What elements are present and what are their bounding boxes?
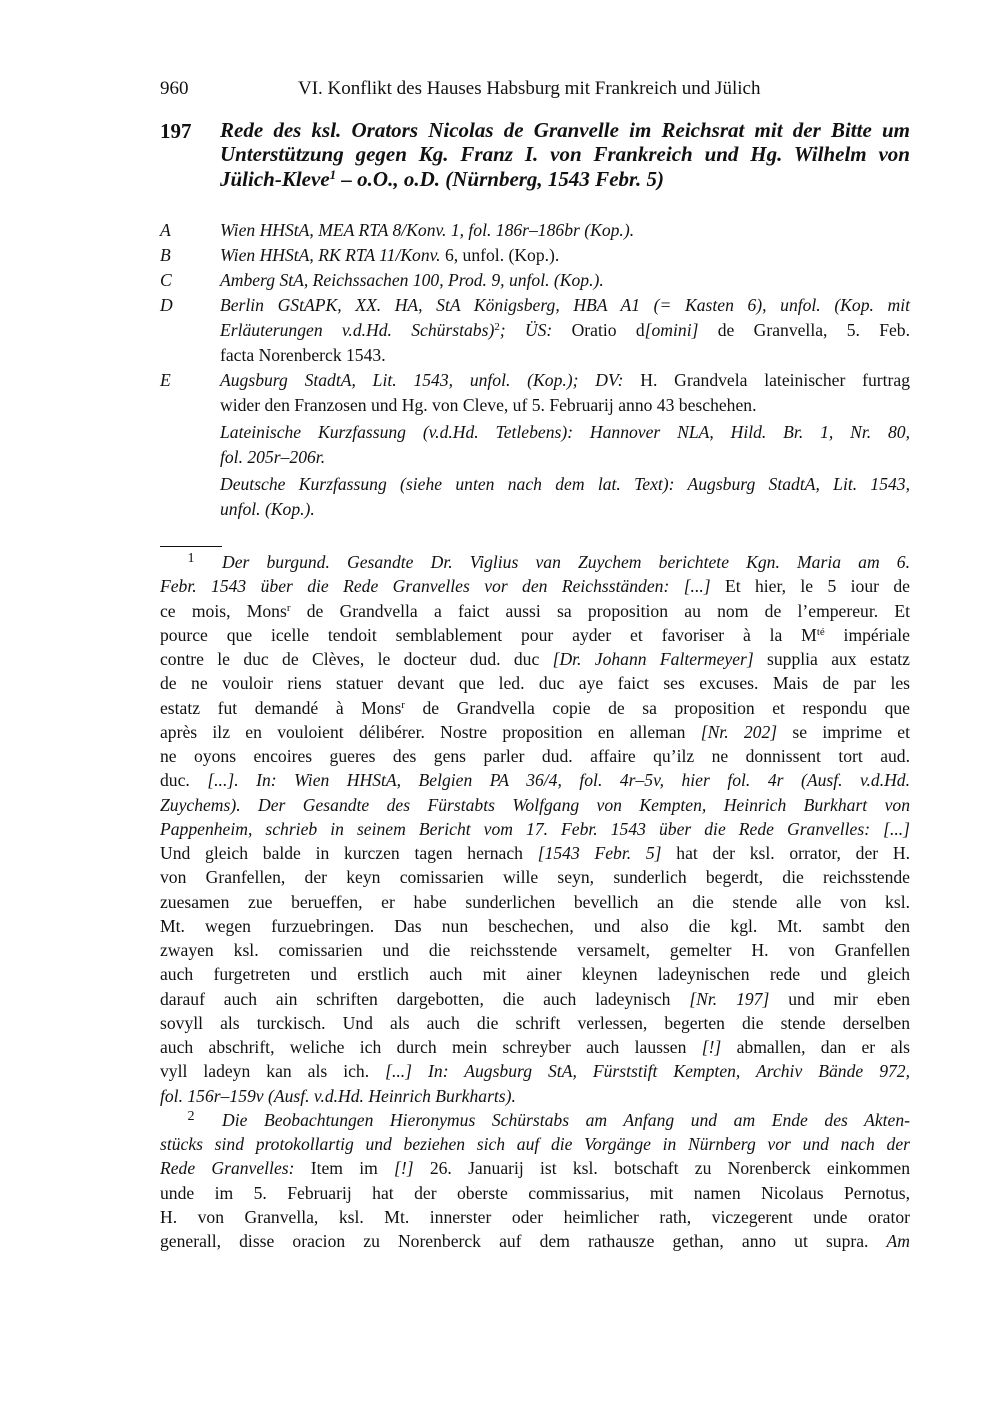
- text-line: [160, 1059, 910, 1083]
- text-line: [160, 1205, 910, 1229]
- text-line: [160, 890, 910, 914]
- text: Item im: [294, 1158, 395, 1179]
- text-line: [220, 293, 910, 318]
- text: ne oyons encoires gueres des gens parler dud. affaire qu’ilz ne donnissent tort aud.: [160, 746, 910, 766]
- source-label: D: [160, 295, 173, 315]
- text: de Granvella, 5. Feb.: [698, 320, 910, 340]
- text: supplia aux estatz: [753, 649, 910, 669]
- text-line: [220, 393, 910, 418]
- text-line: [160, 720, 910, 744]
- text: Mt. wegen furzuebringen. Das nun beschechen, und also die kgl. Mt. sambt den: [160, 915, 910, 936]
- text: zuesamen zue berueffen, er habe sunderlichen bevellich an die stende alle von ksl.: [160, 891, 910, 912]
- text-line: [220, 368, 910, 393]
- footnote-number: 2: [187, 1107, 195, 1124]
- italic-text: Wien HHStA, MEA RTA 8/Konv. 1, fol. 186r–186br (Kop.).: [220, 220, 635, 240]
- text-line: [160, 696, 910, 720]
- text-line: [160, 914, 910, 938]
- text-line: [160, 1181, 910, 1205]
- text-line: [220, 118, 910, 142]
- text: unde im 5. Februarij hat der oberste commissarius, mit namen Nicolaus Pernotus,: [160, 1182, 910, 1203]
- text-line: [220, 167, 910, 191]
- running-header: [160, 78, 910, 108]
- italic-text: Pappenheim, schrieb in seinem Bericht vom 17. Febr. 1543 über die Rede Granvelles: [...]: [160, 818, 910, 839]
- text: Et hier, le 5 iour de: [710, 576, 910, 597]
- text: de ne vouloir riens statuer devant que led. duc aye faict ses excuses. Mais de par les: [160, 673, 910, 694]
- source-entry: [160, 293, 910, 368]
- document-entry-heading: [160, 118, 910, 191]
- text: Und gleich balde in kurczen tagen hernach: [160, 843, 538, 863]
- text-line: [220, 420, 910, 445]
- italic-text: Der burgund. Gesandte Dr. Viglius van Zuychem berichtete Kgn. Maria am 6.: [222, 552, 910, 572]
- italic-text: fol. 156r–159v (Ausf. v.d.Hd. Heinrich Burkharts).: [160, 1085, 516, 1106]
- text-line: [220, 268, 910, 293]
- italic-text: fol. 205r–206r.: [220, 447, 326, 467]
- text: de Grandvella a faict aussi sa proposition au nom de l’empereur. Et: [290, 600, 910, 621]
- text-line: [220, 243, 910, 268]
- footnote-divider: [160, 546, 222, 547]
- italic-text: Febr. 1543 über die Rede Granvelles vor den Reichsständen: [...]: [160, 576, 711, 597]
- entry-number: 197: [160, 119, 192, 143]
- text-line: [220, 218, 910, 243]
- text-line: [160, 1132, 910, 1156]
- footnote-number: 1: [187, 550, 195, 566]
- text: impériale: [824, 624, 910, 645]
- text: estatz fut demandé à Mons: [160, 697, 402, 718]
- footnote-1: [160, 550, 910, 1108]
- footnotes: [160, 550, 910, 1253]
- page-number: 960: [160, 78, 189, 99]
- source-label: A: [160, 220, 171, 240]
- source-label: E: [160, 370, 171, 390]
- text: sovyll als turckisch. Und als auch die schrift verlessen, begerten die stende derselben: [160, 1012, 910, 1033]
- source-entry: [160, 368, 910, 522]
- italic-text: Unterstützung gegen Kg. Franz I. von Frankreich und Hg. Wilhelm von: [220, 142, 910, 167]
- italic-text: Berlin GStAPK, XX. HA, StA Königsberg, HBA A1 (= Kasten 6), unfol. (Kop. mit: [220, 295, 910, 315]
- superscript: té: [816, 625, 825, 638]
- text-line: [160, 793, 910, 817]
- text: H. von Granvella, ksl. Mt. innerster oder heimlicher rath, viczegerent unde orator: [160, 1206, 910, 1227]
- text: generall, disse oracion zu Norenberck auf dem rathausze gethan, anno ut supra.: [160, 1231, 887, 1251]
- text-line: [160, 962, 910, 986]
- italic-text: [...] In: Augsburg StA, Fürststift Kempten, Archiv Bände 972,: [385, 1061, 910, 1082]
- text-line: [220, 142, 910, 166]
- text: se imprime et: [777, 721, 910, 742]
- source-list: [160, 218, 910, 522]
- text: abmallen, dan er als: [721, 1037, 910, 1057]
- text: auch furgetreten und erstlich auch mit ainer kleynen ladeynischen rede und gleich: [160, 964, 910, 985]
- italic-text: Augsburg StadtA, Lit. 1543, unfol. (Kop.); DV:: [220, 370, 624, 390]
- text: darauf auch ain schriften dargebotten, die auch ladeynisch: [160, 988, 690, 1009]
- italic-text: Rede Granvelles:: [160, 1158, 295, 1179]
- entry-title: [220, 118, 910, 191]
- text-line: [160, 817, 910, 841]
- text-line: [220, 445, 910, 470]
- superscript: r: [286, 601, 291, 614]
- text: après ilz en vouloient délibérer. Nostre proposition en alleman: [160, 721, 701, 742]
- text-line: [160, 647, 910, 671]
- text-line: [160, 865, 910, 889]
- text-line: [160, 987, 910, 1011]
- italic-text: Jülich-Kleve: [220, 166, 330, 191]
- text: H. Grandvela lateinischer furtrag: [623, 370, 910, 390]
- source-label: C: [160, 270, 172, 290]
- text-line: [160, 1011, 910, 1035]
- text-line: [222, 1108, 910, 1132]
- text-line: [160, 744, 910, 768]
- text: pource que icelle tendoit semblablement pour ayder et favoriser à la M: [160, 624, 817, 645]
- text-line: [220, 343, 910, 368]
- source-label: B: [160, 245, 171, 265]
- italic-text: Erläuterungen v.d.Hd. Schürstabs): [220, 320, 495, 340]
- source-entry: [160, 218, 910, 243]
- text: von Granfellen, der keyn comissarien wille seyn, sunderlich begerdt, die reichsstende: [160, 867, 910, 888]
- text-line: [220, 497, 910, 522]
- text: zwayen ksl. comissarien und die reichsstende versamelt, gemelter H. von Granfellen: [160, 940, 910, 960]
- text: hat der ksl. orrator, der H.: [661, 843, 910, 863]
- text-line: [222, 550, 910, 574]
- italic-text: [!]: [394, 1158, 414, 1179]
- text: ce mois, Mons: [160, 600, 287, 621]
- text: de Grandvella copie de sa proposition et respondu que: [404, 697, 910, 718]
- italic-text: Rede des ksl. Orators Nicolas de Granvelle im Reichsrat mit der Bitte um: [220, 118, 910, 142]
- text-line: [220, 318, 910, 343]
- italic-text: [...]. In: Wien HHStA, Belgien PA 36/4, fol. 4r–5v, hier fol. 4r (Ausf. v.d.Hd.: [207, 770, 910, 791]
- text: vyll ladeyn kan als ich.: [160, 1061, 386, 1082]
- text-line: [160, 599, 910, 623]
- text: und mir eben: [769, 988, 910, 1009]
- text-line: [160, 938, 910, 962]
- italic-text: [Nr. 197]: [689, 988, 770, 1009]
- source-entry: [160, 268, 910, 293]
- footnote-2: [160, 1108, 910, 1254]
- italic-text: Amberg StA, Reichssachen 100, Prod. 9, unfol. (Kop.).: [220, 270, 604, 290]
- text: facta Norenberck 1543.: [220, 345, 386, 365]
- italic-text: [Dr. Johann Faltermeyer]: [552, 649, 754, 669]
- text: wider den Franzosen und Hg. von Cleve, uf 5. Februarij anno 43 beschehen.: [220, 395, 757, 415]
- superscript: 1: [329, 166, 337, 182]
- text-line: [160, 574, 910, 598]
- italic-text: Am: [886, 1231, 910, 1251]
- text-line: [220, 472, 910, 497]
- italic-text: unfol. (Kop.).: [220, 499, 315, 519]
- italic-text: ; ÜS:: [499, 320, 553, 340]
- text: 26. Januarij ist ksl. botschaft zu Norenberck einkommen: [413, 1158, 910, 1179]
- italic-text: Zuychems). Der Gesandte des Fürstabts Wolfgang von Kempten, Heinrich Burkhart von: [160, 794, 910, 815]
- text-line: [160, 841, 910, 865]
- superscript: r: [401, 698, 405, 711]
- text-line: [160, 671, 910, 695]
- italic-text: Lateinische Kurzfassung (v.d.Hd. Tetlebens): Hannover NLA, Hild. Br. 1, Nr. 80,: [220, 422, 910, 442]
- italic-text: – o.O., o.D. (Nürnberg, 1543 Febr. 5): [336, 166, 665, 191]
- text: auch abschrift, weliche ich durch mein schreyber auch laussen: [160, 1037, 702, 1057]
- italic-text: stücks sind protokollartig und beziehen sich auf die Vorgänge in Nürnberg vor und nach der: [160, 1134, 910, 1154]
- text-line: [160, 768, 910, 792]
- running-title: VI. Konflikt des Hauses Habsburg mit Frankreich und Jülich: [298, 78, 761, 99]
- text-line: [160, 623, 910, 647]
- italic-text: Die Beobachtungen Hieronymus Schürstabs am Anfang und am Ende des Akten-: [222, 1109, 910, 1130]
- source-entry: [160, 243, 910, 268]
- text-line: [160, 1229, 910, 1253]
- italic-text: [1543 Febr. 5]: [537, 843, 662, 863]
- text-line: [160, 1035, 910, 1059]
- italic-text: Wien HHStA, RK RTA 11/Konv.: [220, 245, 441, 265]
- text-line: [160, 1156, 910, 1180]
- text: duc.: [160, 770, 208, 791]
- text-line: [160, 1084, 910, 1108]
- italic-text: Deutsche Kurzfassung (siehe unten nach dem lat. Text): Augsburg StadtA, Lit. 1543,: [220, 474, 910, 494]
- italic-text: [Nr. 202]: [700, 721, 778, 742]
- italic-text: [!]: [701, 1037, 722, 1057]
- italic-text: [omini]: [644, 320, 699, 340]
- text: 6, unfol. (Kop.).: [440, 245, 560, 265]
- superscript: 2: [494, 321, 500, 333]
- text: contre le duc de Clèves, le docteur dud. duc: [160, 649, 553, 669]
- text: Oratio d: [552, 320, 645, 340]
